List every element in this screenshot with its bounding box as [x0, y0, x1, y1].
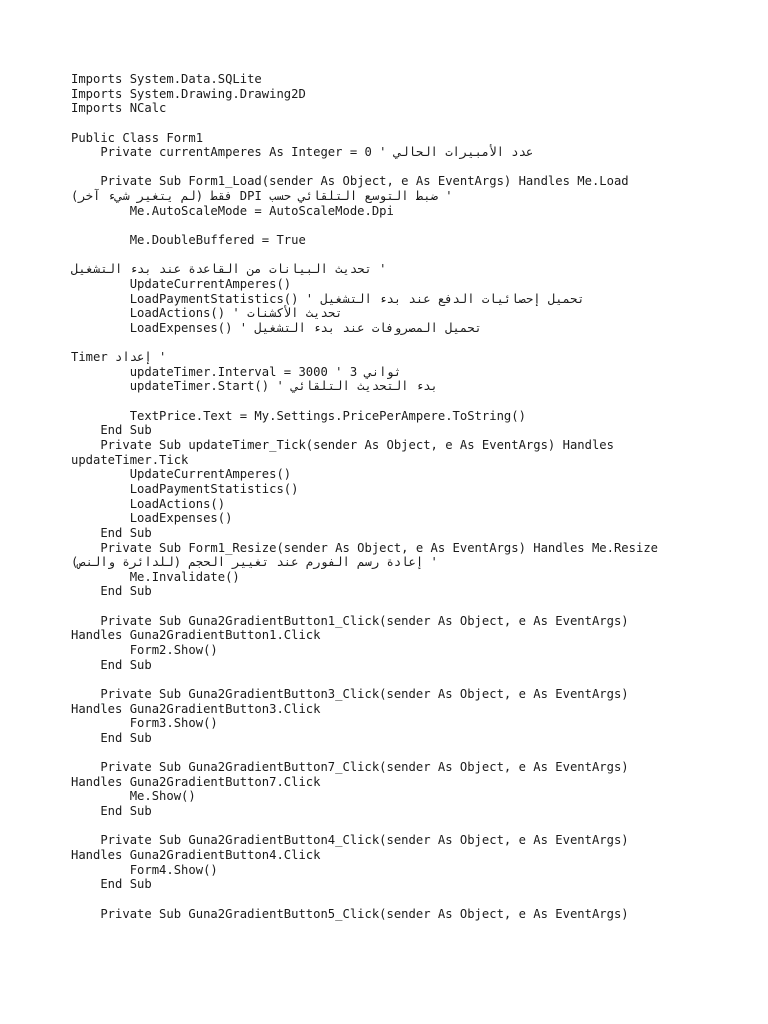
- code-line: ' ضبط التوسع التلقائي حسب DPI فقط (لم يتغير شيء آخر): [71, 189, 512, 204]
- code-line: LoadPaymentStatistics(): [71, 481, 299, 496]
- code-line: [71, 599, 751, 614]
- code-line: Me.DoubleBuffered = True: [71, 233, 306, 248]
- code-line: [71, 394, 751, 409]
- code-line: Form4.Show(): [71, 862, 218, 877]
- code-line: updateTimer.Tick: [71, 452, 189, 467]
- code-line: Private Sub Guna2GradientButton4_Click(sender As Object, e As EventArgs): [71, 833, 629, 848]
- code-line: updateTimer.Interval = 3000 ' 3 ثواني: [71, 364, 402, 379]
- code-line: LoadExpenses(): [71, 511, 233, 526]
- code-line: Handles Guna2GradientButton4.Click: [71, 847, 321, 862]
- code-line: Form2.Show(): [71, 642, 218, 657]
- code-line: Form3.Show(): [71, 716, 218, 731]
- code-line: End Sub: [71, 877, 152, 892]
- code-line: Private currentAmperes As Integer = 0 ' عدد الأمبيرات الحالي: [71, 145, 534, 160]
- code-line: Private Sub Guna2GradientButton5_Click(sender As Object, e As EventArgs): [71, 906, 629, 921]
- code-line: Public Class Form1: [71, 130, 204, 145]
- code-line: [71, 218, 751, 233]
- code-line: End Sub: [71, 804, 152, 819]
- code-line: Imports NCalc: [71, 101, 167, 116]
- code-line: End Sub: [71, 584, 152, 599]
- code-line: ' إعادة رسم الفورم عند تغيير الحجم (للدائرة والنص): [71, 555, 497, 570]
- code-line: End Sub: [71, 730, 152, 745]
- code-line: [71, 819, 751, 834]
- code-line: Me.Invalidate(): [71, 569, 240, 584]
- code-listing: [71, 72, 751, 921]
- code-line: [71, 745, 751, 760]
- code-line: LoadPaymentStatistics() ' تحميل إحصائيات الدفع عند بدء التشغيل: [71, 291, 585, 306]
- code-line: End Sub: [71, 525, 152, 540]
- code-line: UpdateCurrentAmperes(): [71, 467, 292, 482]
- code-line: ' إعداد Timer: [71, 350, 226, 365]
- code-line: LoadActions(): [71, 496, 226, 511]
- code-line: updateTimer.Start() ' بدء التحديث التلقائي: [71, 379, 438, 394]
- code-line: Imports System.Data.SQLite: [71, 72, 262, 86]
- code-line: Private Sub Form1_Resize(sender As Object, e As EventArgs) Handles Me.Resize: [71, 540, 658, 555]
- code-line: [71, 336, 751, 351]
- code-line: [71, 248, 751, 263]
- code-line: Imports System.Drawing.Drawing2D: [71, 86, 306, 101]
- code-line: LoadActions() ' تحديث الأكشنات: [71, 306, 343, 321]
- code-line: [71, 160, 751, 175]
- code-line: [71, 116, 751, 131]
- code-line: TextPrice.Text = My.Settings.PricePerAmpere.ToString(): [71, 408, 526, 423]
- code-line: ' تحديث البيانات من القاعدة عند بدء التشغيل: [71, 262, 446, 277]
- code-line: [71, 672, 751, 687]
- code-line: Private Sub Guna2GradientButton3_Click(sender As Object, e As EventArgs): [71, 686, 629, 701]
- code-line: Private Sub updateTimer_Tick(sender As Object, e As EventArgs) Handles: [71, 438, 614, 453]
- code-line: [71, 892, 751, 907]
- code-line: Handles Guna2GradientButton7.Click: [71, 774, 321, 789]
- code-line: End Sub: [71, 657, 152, 672]
- code-line: Private Sub Form1_Load(sender As Object, e As EventArgs) Handles Me.Load: [71, 174, 629, 189]
- code-line: End Sub: [71, 423, 152, 438]
- code-line: Me.Show(): [71, 789, 196, 804]
- code-line: Me.AutoScaleMode = AutoScaleMode.Dpi: [71, 203, 394, 218]
- code-line: Private Sub Guna2GradientButton7_Click(sender As Object, e As EventArgs): [71, 760, 629, 775]
- code-line: LoadExpenses() ' تحميل المصروفات عند بدء التشغيل: [71, 320, 482, 335]
- code-line: Handles Guna2GradientButton1.Click: [71, 628, 321, 643]
- code-line: Handles Guna2GradientButton3.Click: [71, 701, 321, 716]
- code-line: UpdateCurrentAmperes(): [71, 276, 292, 291]
- code-line: Private Sub Guna2GradientButton1_Click(sender As Object, e As EventArgs): [71, 613, 629, 628]
